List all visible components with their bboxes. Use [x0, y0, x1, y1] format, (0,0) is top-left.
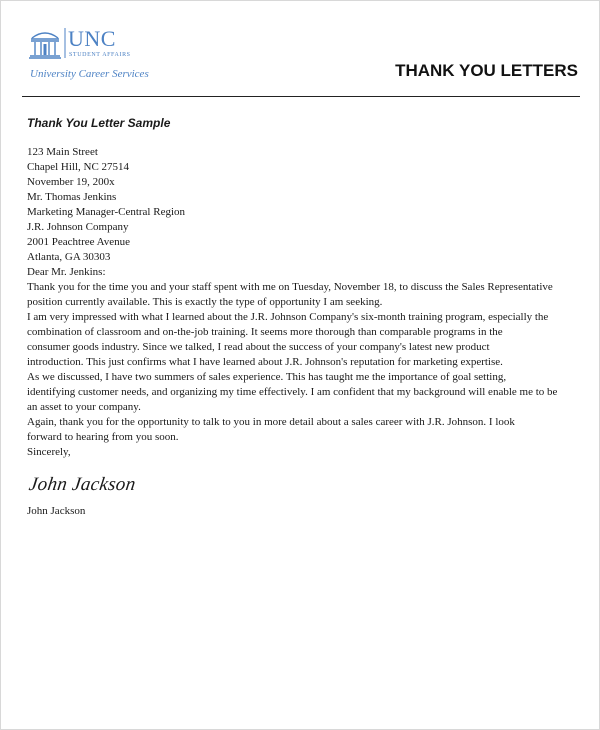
- recipient-line: J.R. Johnson Company: [27, 221, 129, 233]
- paragraph-line: identifying customer needs, and organizing my time effectively. I am confident that my background will enable me to be: [27, 386, 558, 398]
- unc-logo: [28, 26, 168, 86]
- paragraph-line: consumer goods industry. Since we talked, I read about the success of your company's latest new product: [27, 341, 490, 353]
- paragraph-line: an asset to your company.: [27, 401, 141, 413]
- paragraph-2: [27, 310, 579, 370]
- document-title: THANK YOU LETTERS: [395, 61, 578, 80]
- paragraph-1: [27, 280, 579, 310]
- letter-sample-title: Thank You Letter Sample: [27, 116, 171, 130]
- recipient-line: 2001 Peachtree Avenue: [27, 236, 131, 248]
- header-divider: [22, 96, 580, 97]
- salutation-text: Dear Mr. Jenkins:: [27, 266, 106, 278]
- recipient-line: Atlanta, GA 30303: [27, 251, 111, 263]
- paragraph-line: Thank you for the time you and your staff spent with me on Tuesday, November 18, to discuss the Sales Representative: [27, 281, 553, 293]
- letter-date: November 19, 200x: [27, 176, 115, 188]
- salutation: [27, 265, 579, 280]
- paragraph-3: [27, 370, 579, 415]
- recipient-address: [27, 190, 579, 265]
- paragraph-4: [27, 415, 579, 445]
- paragraph-line: forward to hearing from you soon.: [27, 431, 179, 443]
- logo-subtitle: University Career Services: [30, 68, 149, 80]
- paragraph-line: combination of classroom and on-the-job training. It seems more thorough than comparable programs in the: [27, 326, 503, 338]
- paragraph-line: As we discussed, I have two summers of sales experience. This has taught me the importance of goal setting,: [27, 371, 507, 383]
- closing-text: Sincerely,: [27, 446, 71, 458]
- printed-name: John Jackson: [27, 505, 86, 517]
- sender-line: Chapel Hill, NC 27514: [27, 161, 130, 173]
- recipient-line: Mr. Thomas Jenkins: [27, 191, 117, 203]
- letter-body: [27, 116, 579, 519]
- closing: [27, 445, 579, 519]
- logo-unc-text: UNC: [68, 26, 116, 51]
- paragraph-line: Again, thank you for the opportunity to talk to you in more detail about a sales career with J.R. Johnson. I look: [27, 416, 515, 428]
- paragraph-line: introduction. This just confirms what I have learned about J.R. Johnson's reputation for marketing expertise.: [27, 356, 503, 368]
- sender-address: [27, 145, 579, 190]
- paragraph-line: I am very impressed with what I learned about the J.R. Johnson Company's six-month training program, especially the: [27, 311, 549, 323]
- sender-line: 123 Main Street: [27, 146, 98, 158]
- paragraph-line: position currently available. This is exactly the type of opportunity I am seeking.: [27, 296, 383, 308]
- old-well-icon: [28, 26, 62, 60]
- logo-affairs-text: STUDENT AFFAIRS: [69, 52, 131, 58]
- recipient-line: Marketing Manager-Central Region: [27, 206, 186, 218]
- handwritten-signature: John Jackson: [27, 474, 138, 495]
- logo-divider: [64, 26, 66, 60]
